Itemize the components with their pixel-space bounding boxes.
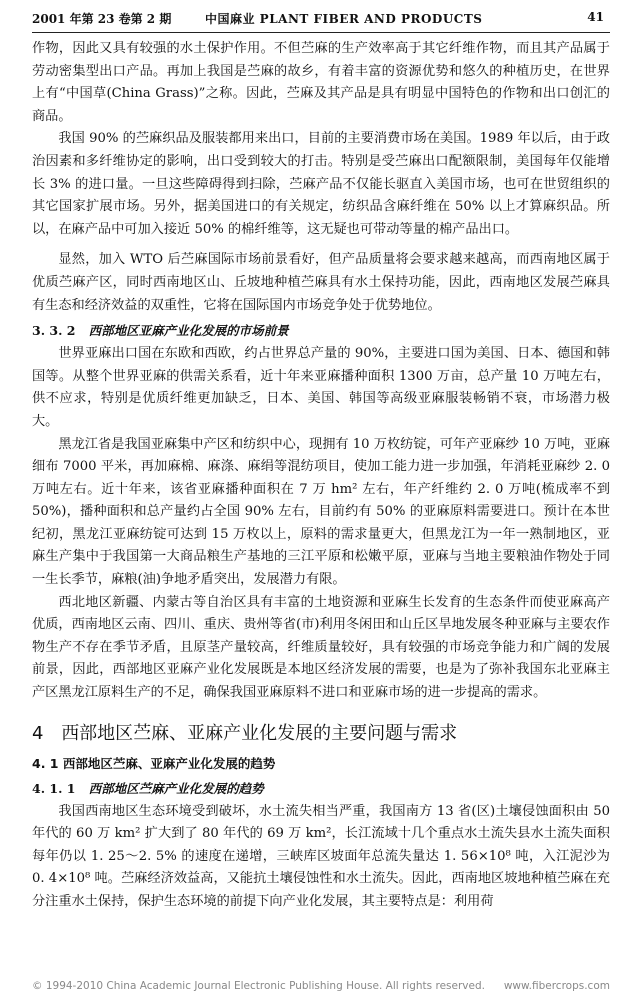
subsection-heading-3-3-2 — [32, 319, 610, 343]
section-heading-4 — [32, 719, 610, 749]
page-footer — [32, 980, 610, 992]
section-number: 3. 3. 2 — [32, 323, 76, 339]
subsection-heading-4-1-1 — [32, 777, 610, 801]
article-body — [32, 38, 610, 914]
paragraph: 世界亚麻出口国在东欧和西欧，约占世界总产量的 90%，主要进口国为美国、日本、德国和韩国等。从整个世界亚麻的供需关系看，近十年来亚麻播种面积 1300 万亩，总产量 10 万吨左右，供不应求，特别是优质纤维更加缺乏，日本、美国、韩国等高级亚麻服装畅销不衰，市场潜力极大。 — [32, 346, 610, 429]
paragraph: 我国西南地区生态环境受到破坏，水土流失相当严重，我国南方 13 省(区)土壤侵蚀面积由 50 年代的 60 万 km² 扩大到了 80 年代的 69 万 km²，长江流域十几个重点水土流失县水土流失面积每年仍以 1. 25～2. 5% 的速度在递增，三峡库区坡面年总流失量达 1. 56×10⁸ 吨，入江泥沙为 0. 4×10⁸ 吨。苎麻经济效益高，又能抗土壤侵蚀性和水土流失。因此，西南地区坡地种植苎麻在充分注重水土保持，保护生态环境的前提下向产业化发展，其主要特点是：利用荷 — [32, 803, 610, 909]
section-title: 西部地区亚麻产业化发展的市场前景 — [88, 323, 289, 339]
spacer — [32, 241, 610, 249]
journal-name: 中国麻业 PLANT FIBER AND PRODUCTS — [205, 12, 483, 26]
section-title: 西部地区苎麻产业化发展的趋势 — [88, 780, 264, 796]
paragraph: 我国 90% 的苎麻织品及服装都用来出口，目前的主要消费市场在美国。1989 年以后，由于政治因素和多纤维协定的影响，出口受到较大的打击。特别是受苎麻出口配额限制，美国每年仅能增长 3% 的进口量。一旦这些障碍得到扫除，苎麻产品不仅能长驱直入美国市场，也可在世贸组织的其它国家扩展市场。另外，据美国进口的有关规定，纺织品含麻纤维在 50% 以上才算麻织品。所以，在麻产品中可加入接近 50% 的棉纤维等，这无疑也可带动等量的棉产品出口。 — [32, 131, 610, 237]
watermark-url: www.fibercrops.com — [503, 980, 610, 992]
header-rule — [32, 32, 610, 33]
journal-issue: 2001 年第 23 卷第 2 期 — [32, 12, 172, 26]
section-number: 4 — [32, 722, 44, 744]
page-header — [0, 0, 640, 36]
page-number: 41 — [587, 10, 604, 24]
subsection-heading-4-1: 4. 1 西部地区苎麻、亚麻产业化发展的趋势 — [32, 755, 276, 771]
copyright-notice: © 1994-2010 China Academic Journal Electronic Publishing House. All rights reserved. — [32, 980, 485, 992]
paragraph: 黑龙江省是我国亚麻集中产区和纺织中心，现拥有 10 万枚纺锭，可年产亚麻纱 10 万吨，亚麻细布 7000 平米，再加麻棉、麻涤、麻绢等混纺项目，使加工能力进一步加强，年消耗亚麻纱 2. 0 万吨左右。近十年来，该省亚麻播种面积在 7 万 hm² 左右，年产纤维约 2. 0 万吨(梳成率不到 50%)，播种面积和总产量约占全国 90% 左右，目前约有 50% 的亚麻原料需要进口。预计在本世纪初，黑龙江亚麻纺锭可达到 15 万枚以上，原料的需求量更大，但黑龙江为一年一熟制地区，亚麻生产集中于我国第一大商品粮生产基地的三江平原和松嫩平原，亚麻与当地主要粮油作物处于同一生长季节，麻粮(油)争地矛盾突出，发展潜力有限。 — [32, 436, 610, 588]
paragraph: 显然，加入 WTO 后苎麻国际市场前景看好，但产品质量将会要求越来越高，而西南地区属于优质苎麻产区，同时西南地区山、丘坡地种植苎麻具有水土保持功能，因此，西南地区发展苎麻具有生态和经济效益的双重性，它将在国际国内市场竞争处于优势地位。 — [32, 252, 610, 313]
paragraph: 作物，因此又具有较强的水土保护作用。不但苎麻的生产效率高于其它纤维作物，而且其产品属于劳动密集型出口产品。再加上我国是苎麻的故乡，有着丰富的资源优势和悠久的种植历史，在世界上有“中国草(China Grass)”之称。因此，苎麻及其产品是具有明显中国特色的作物和出口创汇的商品。 — [32, 41, 610, 124]
section-number: 4. 1. 1 — [32, 780, 76, 796]
paragraph: 西北地区新疆、内蒙古等自治区具有丰富的土地资源和亚麻生长发育的生态条件而使亚麻高产优质，西南地区云南、四川、重庆、贵州等省(市)利用冬闲田和山丘区旱地发展冬种亚麻与主要农作物生产不存在季节矛盾，且原茎产量较高，纤维质量较好，具有较强的市场竞争能力和广阔的发展前景，因此，西部地区亚麻产业化发展既是本地区经济发展的需要，也是为了弥补我国东北亚麻主产区黑龙江原料生产的不足，确保我国亚麻原料不进口和亚麻市场的进一步提高的需求。 — [32, 594, 610, 701]
section-title: 西部地区苎麻、亚麻产业化发展的主要问题与需求 — [61, 722, 458, 744]
